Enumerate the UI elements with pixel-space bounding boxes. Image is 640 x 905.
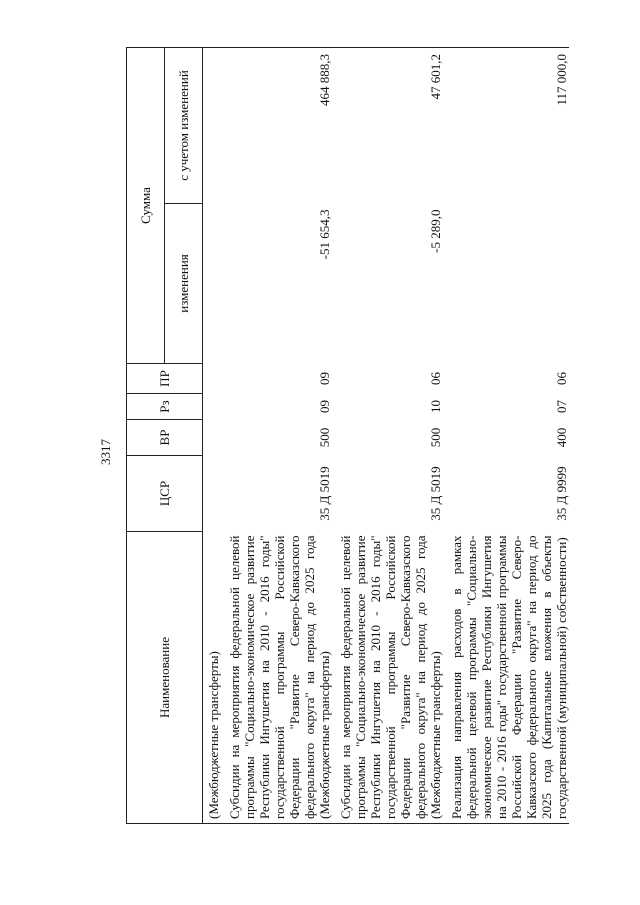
row-name: Субсидии на мероприятия федеральной целевой программы "Социально-экономическое развитие Республики Ингушетия на 2010 - 2016 годы" государственной программы Российской Федерации "Развитие Северо-Кавказского федерального округа" на период до 2025 года (Межбюджетные трансферты) — [332, 532, 443, 824]
row-csr: 35 Д 5019 — [428, 466, 443, 521]
row-izmeneniya: -51 654,3 — [317, 209, 332, 260]
header-csr: ЦСР — [127, 456, 203, 532]
header-s-uchetom: с учетом изменений — [165, 48, 203, 204]
row-name: Субсидии на мероприятия федеральной целевой программы "Социально-экономическое развитие Республики Ингушетия на 2010 - 2016 годы" государственной программы Российской Федерации "Развитие Северо-Кавказского федерального округа" на период до 2025 года (Межбюджетные трансферты) — [221, 532, 332, 824]
row-vr — [203, 420, 222, 456]
row-s-uchetom: 464 888,3 — [221, 48, 332, 204]
row-csr: 35 Д 9999 — [554, 466, 569, 521]
table-row — [443, 48, 569, 824]
row-rz — [203, 394, 222, 420]
row-csr: 35 Д 5019 — [317, 466, 332, 521]
row-pr: 06 — [554, 372, 569, 385]
row-name: Реализация направления расходов в рамках федеральной целевой программы "Социально-экономическое развитие Республики Ингушетия на 2010 - 2016 годы" государственной программы Российской Федерации "Развитие Северо-Кавказского федерального округа" на период до 2025 года (Капитальные вложения в объекты государственной (муниципальной) собственности) — [443, 532, 569, 824]
table-row — [203, 48, 222, 824]
row-s-uchetom: 47 601,2 — [332, 48, 443, 204]
header-rz: Рз — [127, 394, 203, 420]
table-row — [332, 48, 443, 824]
row-izmeneniya — [443, 204, 569, 364]
row-rz: 07 — [554, 400, 569, 413]
header-izmeneniya: изменения — [165, 204, 203, 364]
row-s-uchetom: 117 000,0 — [443, 48, 569, 204]
header-name: Наименование — [127, 532, 203, 824]
budget-table — [126, 47, 569, 824]
header-vr: ВР — [127, 420, 203, 456]
row-vr: 400 — [554, 427, 569, 448]
header-summa: Сумма — [127, 48, 165, 364]
row-pr — [203, 364, 222, 394]
row-izmeneniya: -5 289,0 — [428, 209, 443, 253]
row-csr — [203, 456, 222, 532]
row-vr: 500 — [428, 427, 443, 448]
header-pr: ПР — [127, 364, 203, 394]
table-row — [221, 48, 332, 824]
row-vr: 500 — [317, 427, 332, 448]
page-number: 3317 — [98, 439, 113, 465]
row-izmeneniya — [203, 204, 222, 364]
row-pr: 06 — [428, 372, 443, 385]
row-rz: 09 — [317, 400, 332, 413]
row-s-uchetom — [203, 48, 222, 204]
row-rz: 10 — [428, 400, 443, 413]
document-page — [50, 22, 590, 882]
row-name: (Межбюджетные трансферты) — [203, 532, 222, 824]
row-pr: 09 — [317, 372, 332, 385]
